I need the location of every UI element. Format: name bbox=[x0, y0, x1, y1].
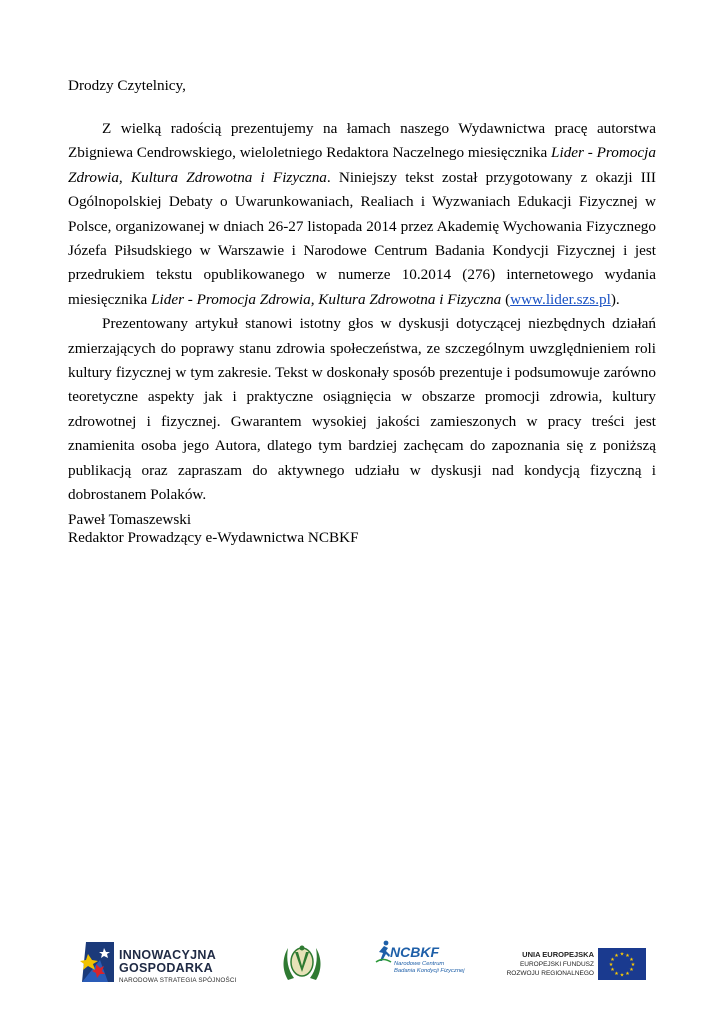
svg-text:★: ★ bbox=[625, 971, 630, 977]
svg-text:★: ★ bbox=[625, 953, 630, 959]
svg-text:★: ★ bbox=[610, 957, 615, 963]
signature-name: Paweł Tomaszewski bbox=[68, 511, 192, 528]
p1-text-2: . Niniejszy tekst został przygotowany z okazji III Ogólnopolskiej Debaty o Uwarunkowaniach, Realiach i Wyzwaniach Edukacji Fizycznej w Polsce, organizowanej w dniach 26-27 listopada 2014 przez Akademię Wychowania Fizycznego Józefa Piłsudskiego w Warszawie i Narodowe Centrum Badania Kondycji Fizycznej i jest przedrukiem tekstu opublikowanego w numerze 10.2014 (276) internetowego wydania miesięcznika bbox=[68, 168, 656, 308]
eu-flag-icon bbox=[598, 948, 646, 980]
eu-line3: ROZWOJU REGIONALNEGO bbox=[506, 970, 594, 977]
svg-text:★: ★ bbox=[608, 962, 614, 968]
svg-text:★: ★ bbox=[610, 967, 615, 973]
eu-line1: UNIA EUROPEJSKA bbox=[522, 950, 594, 959]
ig-title-line2: GOSPODARKA bbox=[119, 961, 213, 975]
awf-logo bbox=[280, 940, 324, 984]
lider-link[interactable]: www.lider.szs.pl bbox=[510, 290, 611, 308]
greeting: Drodzy Czytelnicy, bbox=[68, 77, 186, 94]
svg-text:★: ★ bbox=[629, 967, 634, 973]
innowacyjna-gospodarka-mark-icon bbox=[78, 940, 116, 984]
svg-text:★: ★ bbox=[619, 972, 625, 979]
signature-role: Redaktor Prowadzący e-Wydawnictwa NCBKF bbox=[68, 529, 359, 546]
eu-line2: EUROPEJSKI FUNDUSZ bbox=[519, 961, 594, 968]
svg-text:★: ★ bbox=[630, 962, 636, 968]
ig-subtitle: NARODOWA STRATEGIA SPÓJNOŚCI bbox=[119, 977, 237, 984]
ig-title-line1: INNOWACYJNA bbox=[119, 948, 217, 962]
ncbkf-subtitle-line1: Narodowe Centrum bbox=[394, 961, 445, 967]
svg-text:★: ★ bbox=[614, 953, 619, 959]
ncbkf-subtitle-line2: Badania Kondycji Fizycznej bbox=[394, 968, 465, 974]
p1-italic-journal-2: Lider - Promocja Zdrowia, Kultura Zdrowotna i Fizyczna bbox=[151, 290, 502, 308]
p1-text-3: ( bbox=[501, 290, 511, 308]
ncbkf-logo bbox=[374, 940, 474, 990]
footer-logos bbox=[0, 930, 724, 1000]
paragraph-2: Prezentowany artykuł stanowi istotny głos w dyskusji dotyczącej niezbędnych działań zmierzających do poprawy stanu zdrowia społeczeństwa, ze szczególnym uwzględnieniem roli kultury fizycznej w tym zakresie. Tekst w doskonały sposób prezentuje i podsumowuje zarówno teoretyczne aspekty jak i praktyczne osiągnięcia w obszarze promocji zdrowia, kultury zdrowotnej i fizycznej. Gwarantem wysokiej jakości zamieszonych w pracy treści jest znamienita osoba jego Autora, dlatego tym bardziej zachęcam do zapoznania się z poniższą publikacją oraz zapraszam do aktywnego udziału w dyskusji nad kondycją fizyczną i dobrostanem Polaków. bbox=[68, 315, 656, 504]
awf-emblem-icon bbox=[280, 940, 324, 984]
p1-text-4: ). bbox=[610, 290, 620, 308]
eu-logo bbox=[500, 948, 650, 988]
svg-text:★: ★ bbox=[629, 957, 634, 963]
p1-italic-journal-1: Lider - Promocja Zdrowia, Kultura Zdrowotna i Fizyczna bbox=[68, 144, 656, 186]
p1-text-1: Z wielką radością prezentujemy na łamach naszego Wydawnictwa pracę autorstwa Zbigniewa Cendrowskiego, wieloletniego Redaktora Naczelnego miesięcznika bbox=[68, 120, 656, 162]
paragraph-1 bbox=[68, 117, 656, 312]
ncbkf-title: NCBKF bbox=[390, 944, 439, 960]
signature bbox=[68, 511, 359, 547]
svg-text:★: ★ bbox=[614, 971, 619, 977]
letter-body bbox=[68, 117, 656, 508]
svg-text:★: ★ bbox=[619, 951, 625, 958]
innowacyjna-gospodarka-logo bbox=[78, 938, 238, 988]
